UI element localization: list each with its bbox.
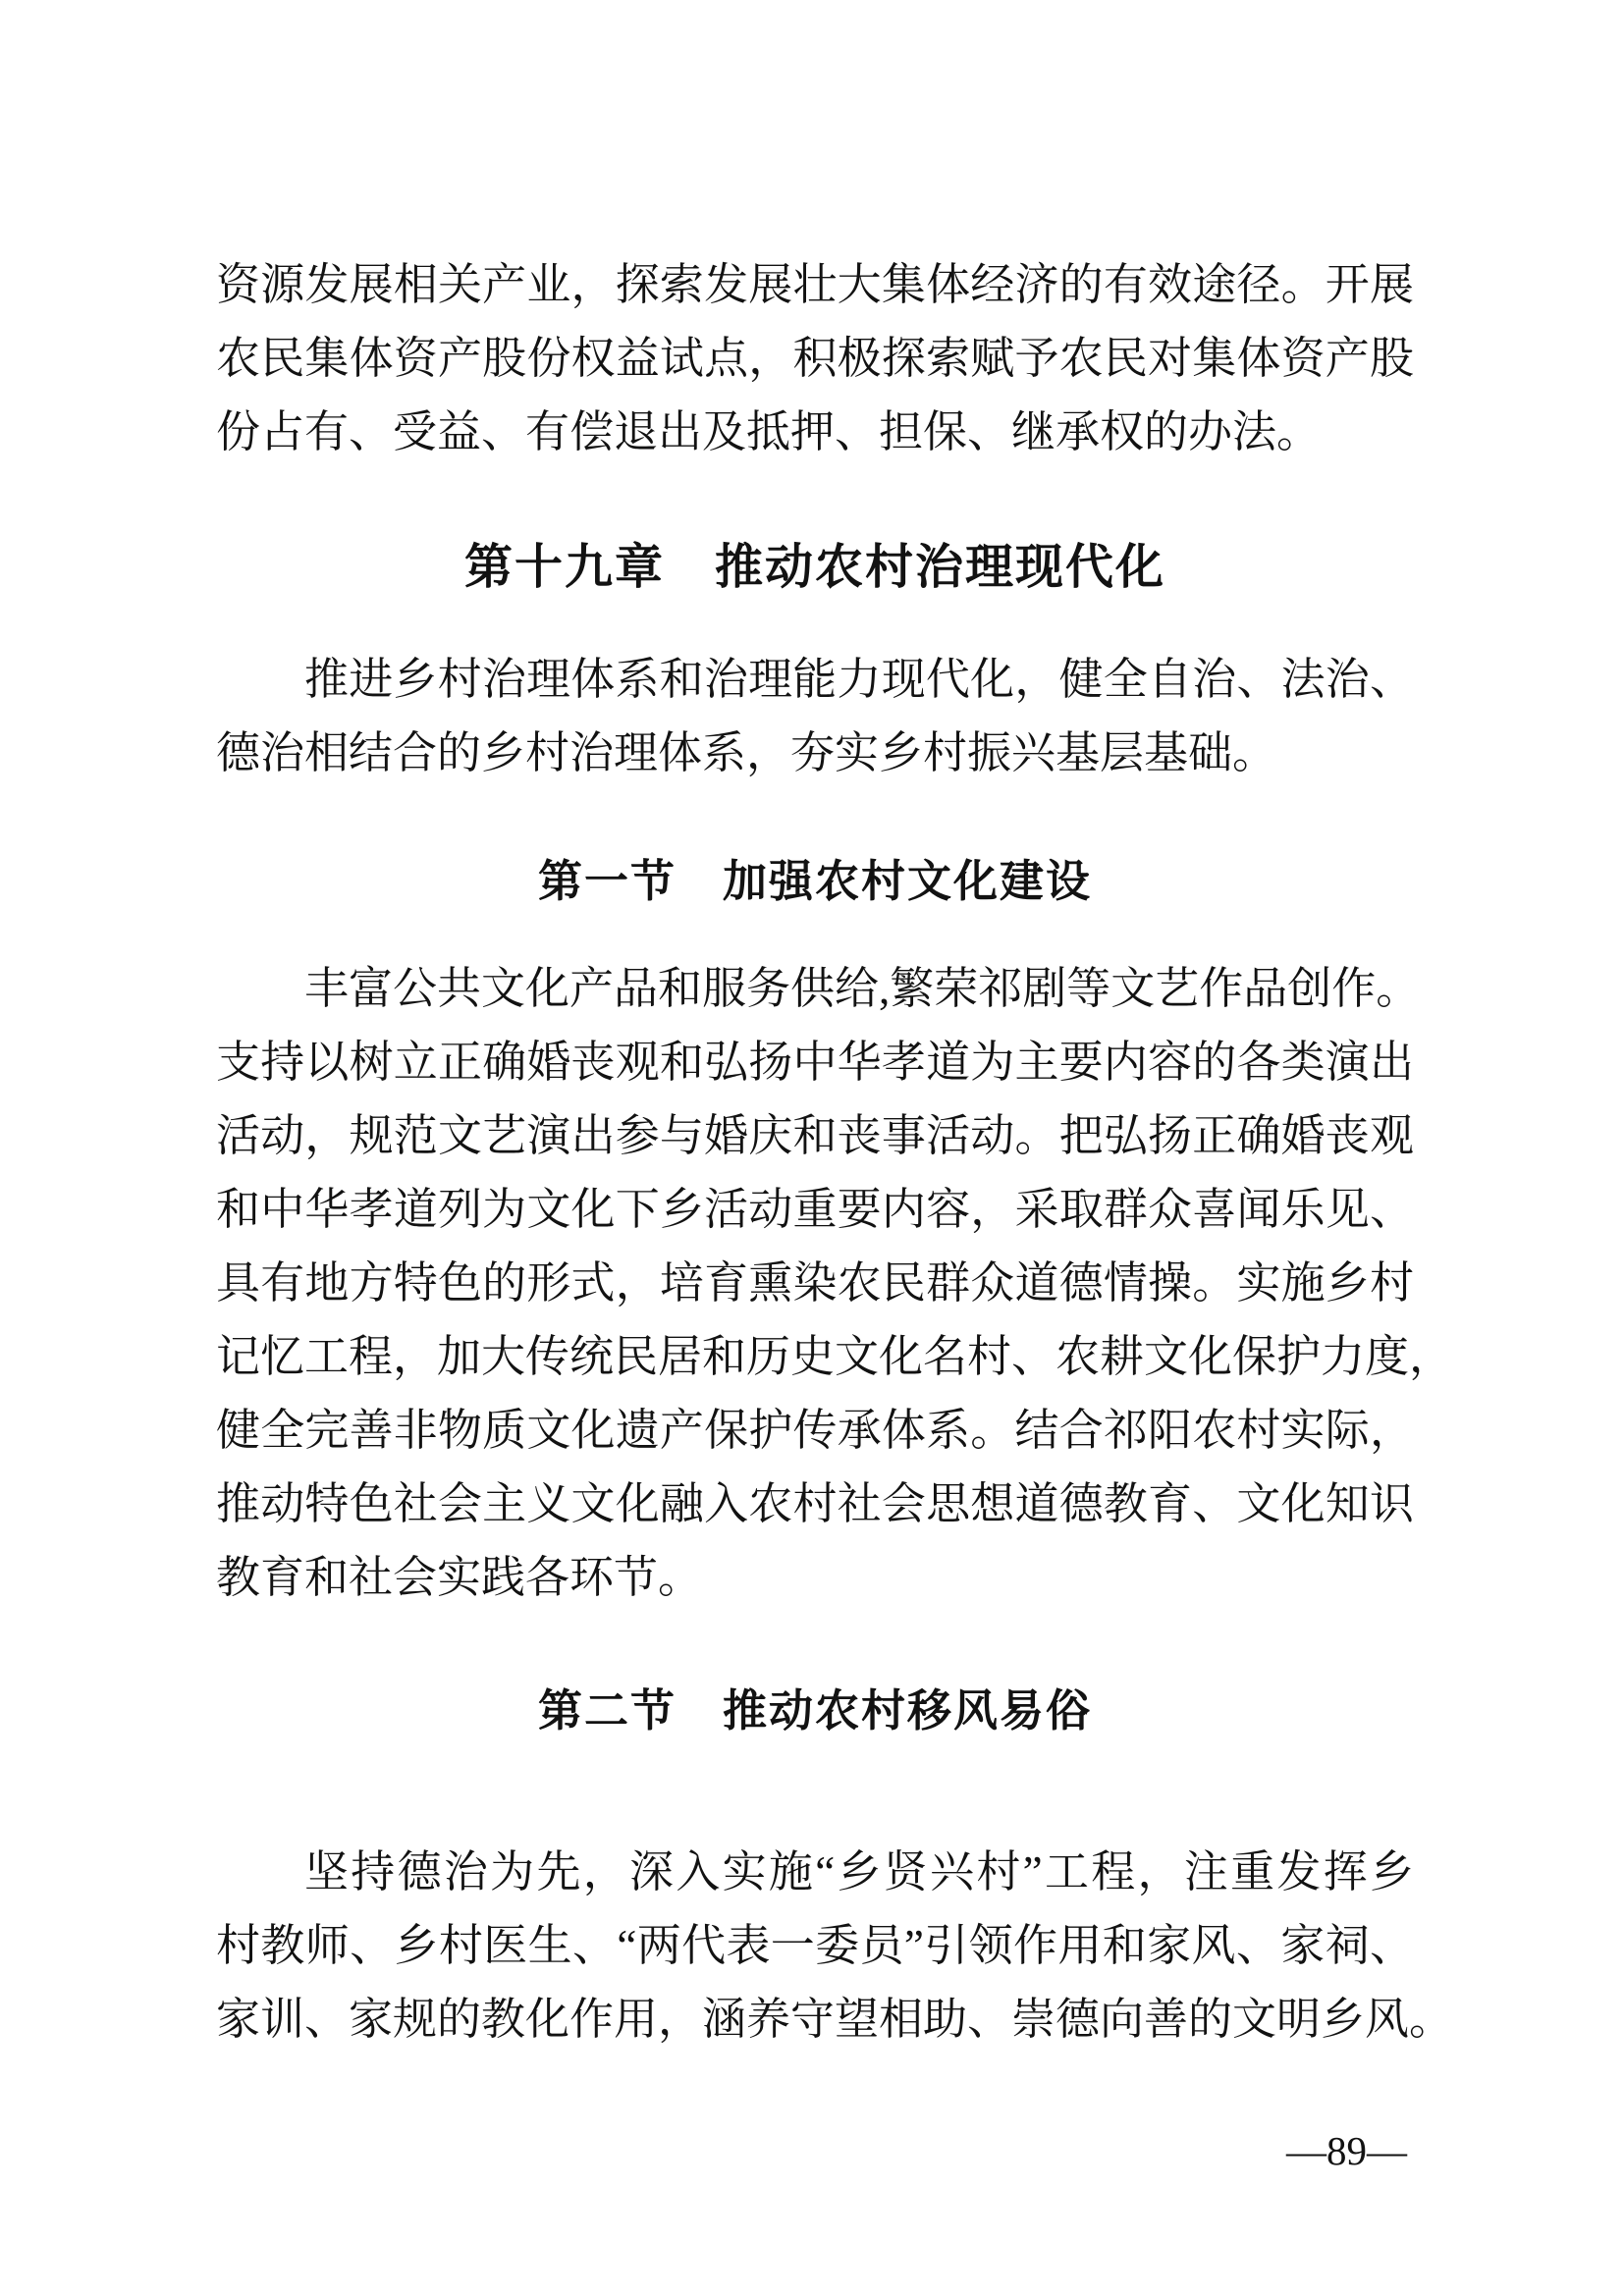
section1-heading: 第一节 加强农村文化建设 bbox=[537, 856, 1092, 906]
page-number: —89— bbox=[1286, 2128, 1407, 2173]
text-line: 记忆工程，加大传统民居和历史文化名村、农耕文化保护力度， bbox=[216, 1332, 1454, 1381]
section2-heading: 第二节 推动农村移风易俗 bbox=[537, 1685, 1092, 1735]
text-line: 推进乡村治理体系和治理能力现代化，健全自治、法治、 bbox=[304, 655, 1414, 704]
text-line: 健全完善非物质文化遗产保护传承体系。结合祁阳农村实际， bbox=[216, 1406, 1414, 1455]
text-line: 丰富公共文化产品和服务供给,繁荣祁剧等文艺作品创作。 bbox=[304, 964, 1421, 1013]
chapter-intro-paragraph bbox=[216, 643, 1414, 790]
text-line: 家训、家规的教化作用，涵养守望相助、崇德向善的文明乡风。 bbox=[216, 1995, 1454, 2044]
section2-paragraph bbox=[216, 1836, 1454, 2056]
chapter-heading: 第十九章 推动农村治理现代化 bbox=[463, 540, 1165, 594]
section1-paragraph bbox=[216, 952, 1454, 1615]
text-line: 具有地方特色的形式，培育熏染农民群众道德情操。实施乡村 bbox=[216, 1258, 1414, 1308]
text-line: 份占有、受益、有偿退出及抵押、担保、继承权的办法。 bbox=[216, 407, 1322, 456]
text-line: 资源发展相关产业，探索发展壮大集体经济的有效途径。开展 bbox=[216, 260, 1414, 309]
text-line: 推动特色社会主义文化融入农村社会思想道德教育、文化知识 bbox=[216, 1479, 1414, 1528]
text-line: 村教师、乡村医生、“两代表一委员”引领作用和家风、家祠、 bbox=[216, 1921, 1414, 1970]
text-line: 支持以树立正确婚丧观和弘扬中华孝道为主要内容的各类演出 bbox=[216, 1038, 1414, 1087]
intro-paragraph bbox=[216, 248, 1414, 469]
text-line: 和中华孝道列为文化下乡活动重要内容，采取群众喜闻乐见、 bbox=[216, 1185, 1414, 1234]
text-line: 坚持德治为先，深入实施“乡贤兴村”工程，注重发挥乡 bbox=[304, 1847, 1414, 1896]
text-line: 教育和社会实践各环节。 bbox=[216, 1553, 703, 1602]
text-line: 活动，规范文艺演出参与婚庆和丧事活动。把弘扬正确婚丧观 bbox=[216, 1111, 1414, 1160]
text-line: 德治相结合的乡村治理体系，夯实乡村振兴基层基础。 bbox=[216, 728, 1277, 777]
text-line: 农民集体资产股份权益试点，积极探索赋予农民对集体资产股 bbox=[216, 334, 1414, 383]
